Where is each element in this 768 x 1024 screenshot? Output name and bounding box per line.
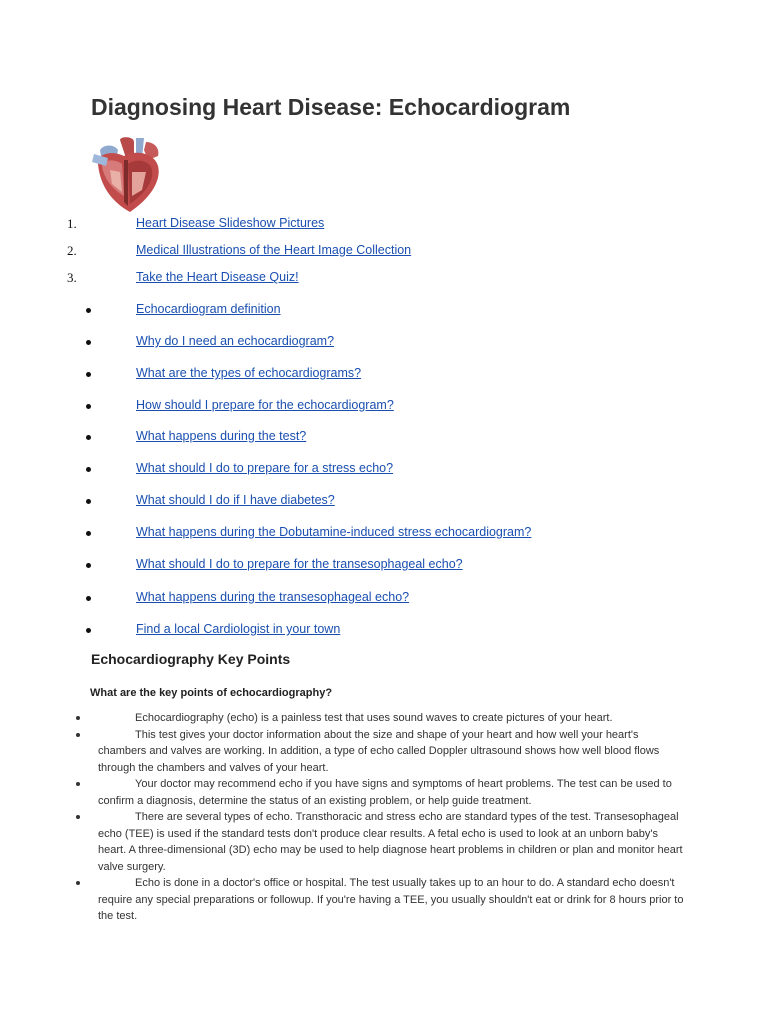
- toc-item: [0, 622, 700, 642]
- toc-item: [0, 302, 700, 322]
- toc-link-types[interactable]: What are the types of echocardiograms?: [136, 366, 362, 380]
- key-point-text: This test gives your doctor information about the size and shape of your heart and how well your heart's chambers and valves are working. In addition, a type of echo called Doppler ultrasound shows how well blood flows through the chambers and valves of your heart.: [98, 728, 660, 774]
- bullet-icon: [86, 372, 91, 377]
- toc-link-stress-echo[interactable]: What should I do to prepare for a stress echo?: [136, 461, 394, 475]
- toc-item: [0, 557, 700, 577]
- key-point-text: There are several types of echo. Transthoracic and stress echo are standard types of the test. Transesophageal echo (TEE) is used if the standard tests don't produce clear results. A fetal echo is used to look at an unborn baby's heart. A three-dimensional (3D) echo may be used to help diagnose heart problems in children or plan and monitor heart valve surgery.: [98, 811, 683, 873]
- toc-item: [0, 493, 700, 513]
- bullet-icon: [76, 716, 80, 720]
- list-number: 3.: [67, 270, 77, 285]
- bullet-icon: [86, 563, 91, 568]
- bullet-icon: [86, 467, 91, 472]
- bullet-icon: [76, 881, 80, 885]
- toc-link-find-cardiologist[interactable]: Find a local Cardiologist in your town: [136, 622, 341, 636]
- related-link-item: [0, 270, 700, 290]
- page-title: Diagnosing Heart Disease: Echocardiogram: [91, 94, 571, 120]
- heart-disease-quiz-link[interactable]: Take the Heart Disease Quiz!: [136, 270, 299, 284]
- key-points-list: [0, 710, 768, 925]
- related-link-item: [0, 216, 700, 236]
- question-heading: What are the key points of echocardiography?: [90, 687, 333, 699]
- toc-item: [0, 334, 700, 354]
- key-point-text: Echocardiography (echo) is a painless test that uses sound waves to create pictures of your heart.: [135, 712, 613, 724]
- key-point-item: [0, 809, 768, 875]
- bullet-icon: [76, 815, 80, 819]
- toc-item: [0, 429, 700, 449]
- bullet-icon: [86, 628, 91, 633]
- bullet-icon: [76, 782, 80, 786]
- key-point-text: Echo is done in a doctor's office or hospital. The test usually takes up to an hour to do. A standard echo doesn't require any special preparations or followup. If you're having a TEE, you usually shouldn't eat or drink for 8 hours prior to the test.: [98, 877, 684, 922]
- bullet-icon: [86, 340, 91, 345]
- toc-item: [0, 461, 700, 481]
- toc-link-during-test[interactable]: What happens during the test?: [136, 429, 307, 443]
- heart-disease-slideshow-link[interactable]: Heart Disease Slideshow Pictures: [136, 216, 325, 230]
- toc-link-definition[interactable]: Echocardiogram definition: [136, 302, 281, 316]
- toc-link-why-need[interactable]: Why do I need an echocardiogram?: [136, 334, 335, 348]
- key-point-text: Your doctor may recommend echo if you have signs and symptoms of heart problems. The test can be used to confirm a diagnosis, determine the status of an existing problem, or help guide treatment.: [98, 778, 672, 807]
- bullet-icon: [76, 733, 80, 737]
- bullet-icon: [86, 531, 91, 536]
- bullet-icon: [86, 435, 91, 440]
- medical-illustrations-link[interactable]: Medical Illustrations of the Heart Image Collection: [136, 243, 412, 257]
- related-link-item: [0, 243, 700, 263]
- toc-link-diabetes[interactable]: What should I do if I have diabetes?: [136, 493, 335, 507]
- list-number: 2.: [67, 243, 77, 258]
- toc-item: [0, 366, 700, 386]
- section-heading: Echocardiography Key Points: [91, 651, 291, 667]
- heart-illustration-image: [90, 136, 166, 214]
- list-number: 1.: [67, 216, 77, 231]
- toc-link-tee-prepare[interactable]: What should I do to prepare for the transesophageal echo?: [136, 557, 463, 571]
- bullet-icon: [86, 499, 91, 504]
- toc-link-dobutamine[interactable]: What happens during the Dobutamine-induced stress echocardiogram?: [136, 525, 532, 539]
- toc-item: [0, 398, 700, 418]
- toc-item: [0, 590, 700, 610]
- toc-link-tee-during[interactable]: What happens during the transesophageal echo?: [136, 590, 410, 604]
- key-point-item: [0, 875, 768, 925]
- toc-item: [0, 525, 700, 545]
- key-point-item: [0, 776, 768, 809]
- heart-icon: [90, 136, 166, 214]
- bullet-icon: [86, 596, 91, 601]
- key-point-item: [0, 727, 768, 777]
- bullet-icon: [86, 404, 91, 409]
- toc-link-prepare[interactable]: How should I prepare for the echocardiogram?: [136, 398, 394, 412]
- key-point-item: [0, 710, 768, 727]
- bullet-icon: [86, 308, 91, 313]
